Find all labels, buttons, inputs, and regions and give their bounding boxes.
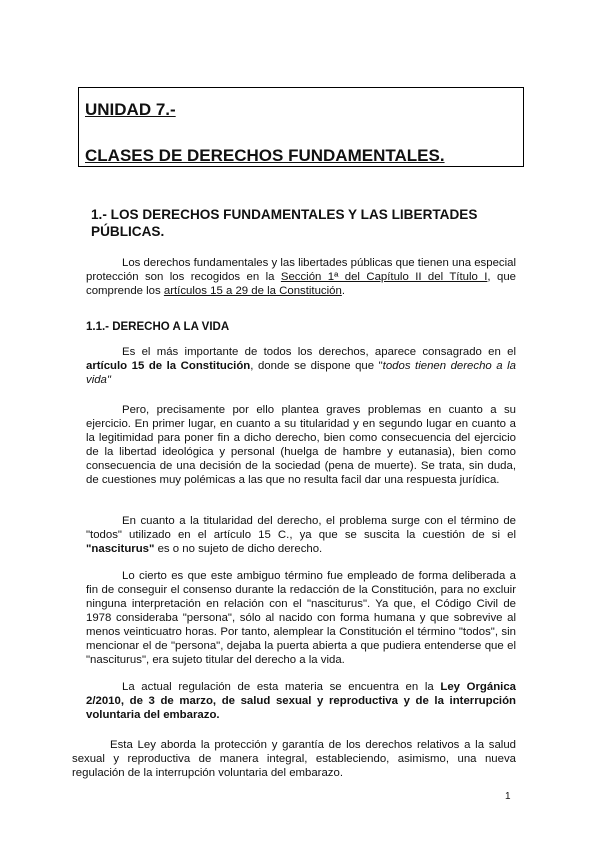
unit-subject: CLASES DE DERECHOS FUNDAMENTALES. — [85, 146, 445, 165]
link-seccion-1[interactable]: Sección 1ª del Capítulo II del Título I — [280, 271, 488, 283]
bold-span: artículo 15 de la Constitución — [86, 360, 251, 372]
text-span: La actual regulación de esta materia se encuentra en la — [122, 681, 441, 693]
text-span: En cuanto a la titularidad del derecho, el problema surge con el término de "todos" utilizado en el artículo 15 C., ya que se suscita la cuestión de si el — [86, 515, 516, 541]
text-span: , que comprende los — [86, 271, 516, 297]
paragraph-1 — [86, 345, 516, 387]
text-span: es o no sujeto de dicho derecho. — [154, 543, 323, 555]
page-number: 1 — [505, 791, 511, 802]
italic-span: todos tienen derecho a la vida" — [86, 360, 516, 386]
paragraph-2: Pero, precisamente por ello plantea graves problemas en cuanto a su ejercicio. En primer lugar, en cuanto a su titularidad y en segundo lugar en cuanto a la legitimidad para poner fin a dicho derecho, bien como consecuencia del ejercicio de la libertad ideológica y personal (huelga de hambre y eutanasia), bien como consecuencia de una decisión de la sociedad (pena de muerte). Se trata, sin duda, de cuestiones muy polémicas a las que no resulta facil dar una respuesta jurídica. — [86, 404, 516, 486]
text-span: Los derechos fundamentales y las libertades públicas que tienen una especial protección son los recogidos en la — [86, 257, 516, 283]
text-span: Es el más importante de todos los derechos, aparece consagrado en el — [122, 346, 516, 358]
text-span: . — [341, 285, 345, 297]
paragraph-5 — [86, 680, 516, 722]
bold-span: Ley Orgánica 2/2010, de 3 de marzo, de salud sexual y reproductiva y de la interrupción voluntaria del embarazo. — [86, 681, 516, 721]
bold-span: "nasciturus" — [86, 543, 155, 555]
unit-title: UNIDAD 7.- — [85, 100, 176, 119]
text-span: , donde se dispone que " — [250, 360, 383, 372]
section-1-heading: 1.- LOS DERECHOS FUNDAMENTALES Y LAS LIBERTADES PÚBLICAS. — [91, 207, 478, 239]
paragraph-6: Esta Ley aborda la protección y garantía de los derechos relativos a la salud sexual y reproductiva de manera integral, estableciendo, asimismo, una nueva regulación de la interrupción voluntaria del embarazo. — [72, 739, 516, 779]
paragraph-4: Lo cierto es que este ambiguo término fue empleado de forma deliberada a fin de conseguir el consenso durante la redacción de la Constitución, para no excluir ninguna interpretación en relación con el "nasciturus". Ya que, el Código Civil de 1978 consideraba "persona", sólo al nacido con forma humana y que sobrevive al menos veinticuatro horas. Por tanto, alemplear la Constitución el término "todos", sin mencionar el de "persona", dejaba la puerta abierta a que pudiera entenderse que el "nasciturus", era sujeto titular del derecho a la vida. — [86, 570, 516, 666]
paragraph-3 — [86, 514, 516, 556]
link-articulos-15-29[interactable]: artículos 15 a 29 de la Constitución — [163, 285, 342, 297]
section-1-1-heading: 1.1.- DERECHO A LA VIDA — [86, 321, 230, 333]
section-1-paragraph — [86, 256, 516, 298]
unit-title-box — [78, 87, 524, 167]
